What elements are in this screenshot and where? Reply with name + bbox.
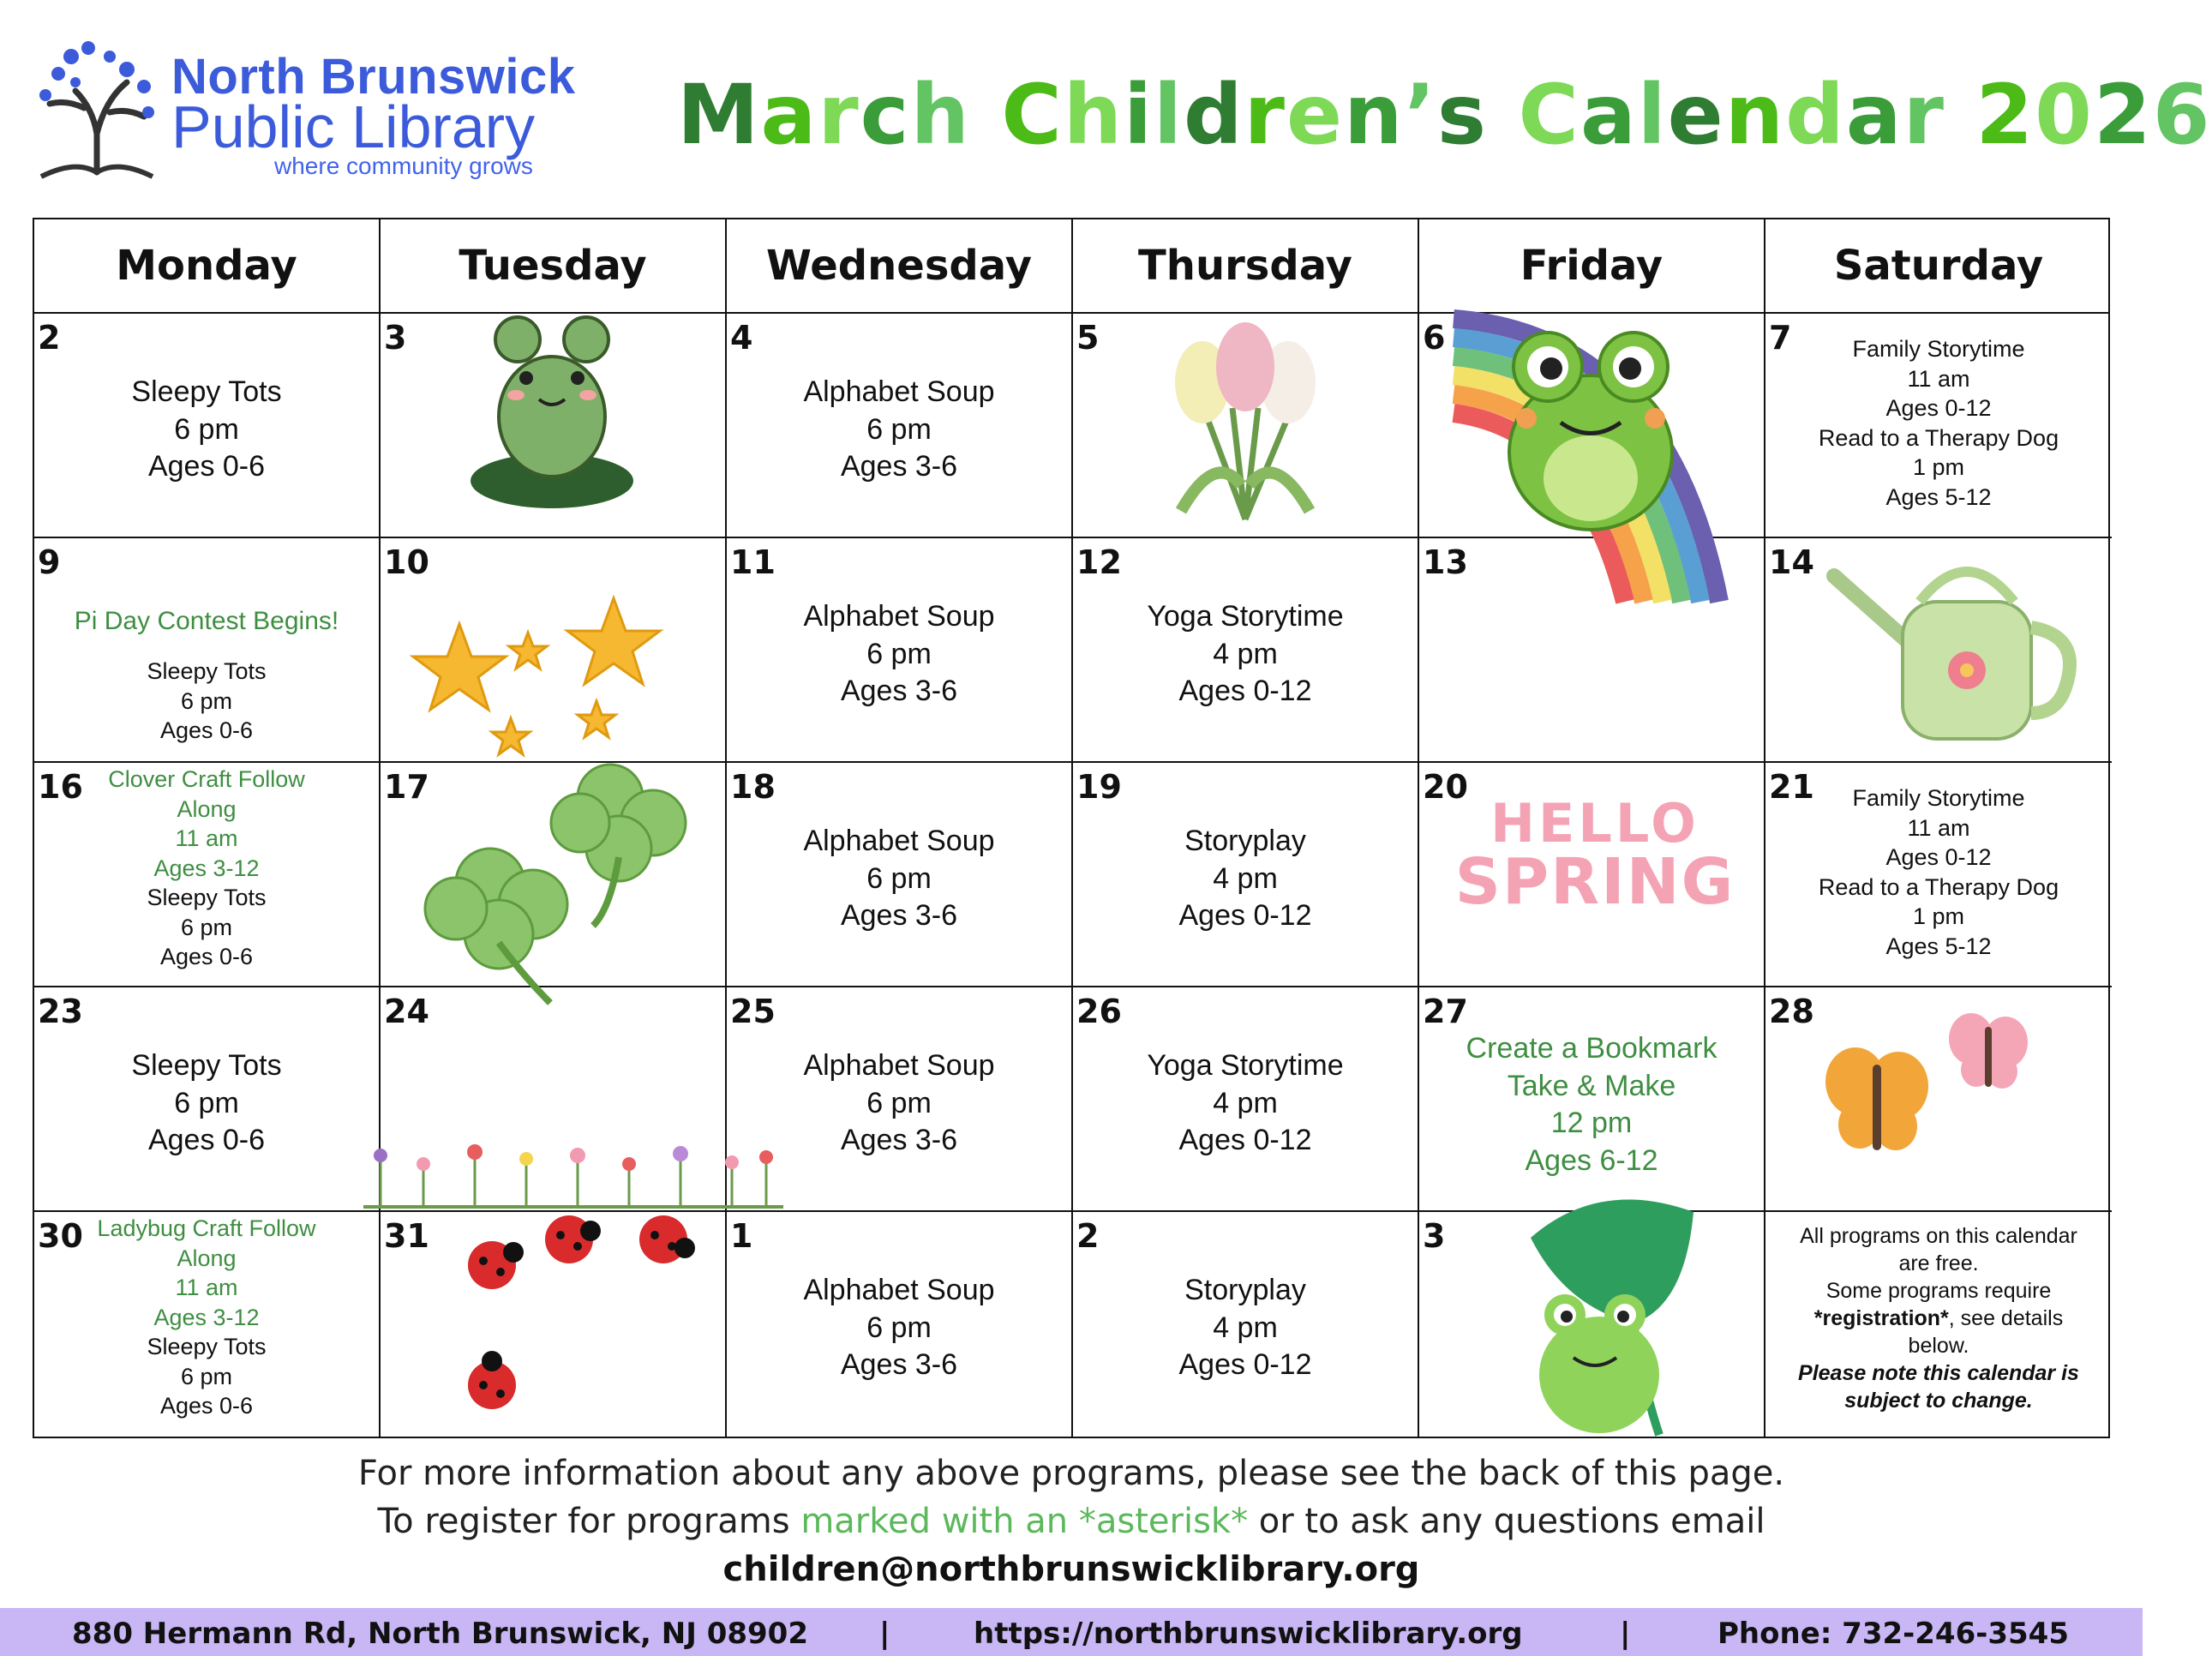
program-line: Ages 0-12 <box>1885 395 1992 422</box>
program-line: 6 pm <box>866 1086 932 1119</box>
day-number: 25 <box>730 993 776 1030</box>
program-line: Ages 0-12 <box>1178 1124 1312 1157</box>
footer-info-line: For more information about any above programs, please see the back of this page. <box>357 1454 1785 1493</box>
program-list <box>1765 334 2112 512</box>
program-line: Family Storytime <box>1852 785 2025 811</box>
day-number: 27 <box>1423 993 1468 1030</box>
program-line: 11 am <box>1907 365 1970 392</box>
program-highlight-line: Take & Make <box>1507 1069 1676 1102</box>
program-highlight-line: Ages 3-12 <box>153 855 260 881</box>
day-cell <box>381 538 727 763</box>
program-line: 6 pm <box>180 687 233 714</box>
butterflies-icon <box>1825 1005 2048 1188</box>
frog-icon <box>1479 315 1702 542</box>
note-line: are free. <box>1898 1251 1979 1275</box>
program-line: 6 pm <box>180 914 233 940</box>
day-cell <box>34 987 381 1212</box>
day-number: 17 <box>384 768 429 806</box>
phone-text: Phone: 732-246-3545 <box>1717 1617 2069 1651</box>
program-line: 6 pm <box>180 1363 233 1389</box>
address-text: 880 Hermann Rd, North Brunswick, NJ 08902 <box>72 1617 808 1651</box>
contact-bar <box>0 1608 2143 1656</box>
note-line: below. <box>1908 1334 1969 1358</box>
day-cell <box>727 314 1073 538</box>
day-number: 2 <box>1076 1217 1100 1255</box>
program-list <box>727 598 1071 711</box>
program-list <box>1073 598 1418 711</box>
day-cell <box>1419 1212 1765 1437</box>
program-line: Storyplay <box>1184 1274 1306 1306</box>
day-number: 2 <box>38 319 61 357</box>
day-cell <box>34 1212 381 1437</box>
program-list <box>1073 823 1418 935</box>
program-line: 4 pm <box>1213 1086 1278 1119</box>
program-list <box>34 1047 379 1160</box>
separator-2: | <box>1620 1617 1631 1651</box>
program-line: Alphabet Soup <box>803 825 995 857</box>
hello-spring-text-art: HELLO SPRING <box>1454 792 1735 919</box>
program-line: Ages 3-6 <box>840 899 958 933</box>
day-cell <box>1765 538 2112 763</box>
day-header-friday: Friday <box>1419 219 1765 312</box>
program-highlight-line: Ages 6-12 <box>1525 1143 1658 1177</box>
program-line: Ages 0-6 <box>159 717 254 744</box>
day-header-monday: Monday <box>34 219 381 312</box>
program-line: Yoga Storytime <box>1147 1049 1344 1082</box>
program-line: Ages 0-6 <box>159 944 254 970</box>
day-header-saturday: Saturday <box>1833 242 2044 290</box>
tulips-icon <box>1147 314 1344 531</box>
note-registration-line: *registration*, see details <box>1813 1306 2064 1330</box>
day-cell <box>1073 763 1419 987</box>
library-logo <box>24 31 590 185</box>
program-line: 4 pm <box>1213 861 1278 895</box>
program-highlight-line: Clover Craft Follow <box>108 766 305 792</box>
program-list <box>727 1272 1071 1384</box>
note-line: Some programs require <box>1825 1279 2052 1303</box>
program-line: Ages 3-6 <box>840 1348 958 1382</box>
day-number: 9 <box>38 543 61 581</box>
program-line: Alphabet Soup <box>803 1274 995 1306</box>
program-line: 11 am <box>1907 814 1970 841</box>
contact-email-link[interactable]: children@northbrunswicklibrary.org <box>722 1550 1420 1589</box>
program-highlight-line: Along <box>177 795 237 822</box>
weekday-header-row <box>34 219 2108 314</box>
stars-icon <box>399 573 708 773</box>
note-italic-line: Please note this calendar is <box>1798 1361 2079 1385</box>
program-line: Ages 3-6 <box>840 450 958 483</box>
logo-line-2: Public Library <box>171 93 536 160</box>
program-line: Ages 5-12 <box>1885 933 1992 959</box>
register-text-green: marked with an *asterisk* <box>800 1502 1249 1541</box>
day-cell <box>1419 763 1765 987</box>
program-highlight-line: Create a Bookmark <box>1466 1032 1717 1065</box>
program-line: 1 pm <box>1912 903 1965 930</box>
program-line: 6 pm <box>866 861 932 895</box>
day-number: 10 <box>384 543 429 581</box>
day-number: 20 <box>1423 768 1468 806</box>
day-cell <box>381 763 727 987</box>
program-list <box>1073 1047 1418 1160</box>
note-line: All programs on this calendar <box>1800 1224 2077 1248</box>
day-cell <box>1765 314 2112 538</box>
day-cell <box>1419 987 1765 1212</box>
website-link[interactable]: https://northbrunswicklibrary.org <box>974 1617 1523 1651</box>
day-cell <box>1765 1212 2112 1437</box>
footer-register-line <box>0 1502 2143 1541</box>
day-cell <box>381 314 727 538</box>
program-line: Sleepy Tots <box>147 885 267 911</box>
day-number: 11 <box>730 543 776 581</box>
day-cell <box>727 763 1073 987</box>
program-line: Ages 3-6 <box>840 675 958 708</box>
clovers-icon <box>422 754 696 1015</box>
day-cell <box>727 538 1073 763</box>
program-line: 4 pm <box>1213 637 1278 670</box>
day-number: 5 <box>1076 319 1100 357</box>
day-cell <box>1765 987 2112 1212</box>
tree-book-icon <box>24 31 170 185</box>
day-number: 1 <box>730 1217 753 1255</box>
program-line: Storyplay <box>1184 825 1306 857</box>
separator-1: | <box>879 1617 890 1651</box>
day-number: 30 <box>38 1217 83 1255</box>
program-line: Sleepy Tots <box>147 1334 267 1360</box>
program-list <box>34 1214 379 1421</box>
ladybugs-icon <box>441 1214 723 1423</box>
watering-can-icon <box>1825 550 2083 751</box>
day-number: 4 <box>730 319 753 357</box>
day-number: 6 <box>1423 319 1446 357</box>
program-line: Sleepy Tots <box>147 658 267 685</box>
program-line: Ages 5-12 <box>1885 483 1992 510</box>
calendar-grid <box>33 218 2110 1438</box>
day-number: 12 <box>1076 543 1122 581</box>
flowers-icon <box>363 1140 783 1212</box>
day-number: 28 <box>1769 993 1814 1030</box>
program-line: Family Storytime <box>1852 336 2025 362</box>
register-text-a: To register for programs <box>377 1502 801 1541</box>
program-list <box>34 765 379 972</box>
day-number: 23 <box>38 993 83 1030</box>
program-line: Yoga Storytime <box>1147 600 1344 633</box>
program-line: Ages 0-6 <box>147 450 266 483</box>
program-line: Ages 3-6 <box>840 1124 958 1157</box>
day-cell <box>727 1212 1073 1437</box>
page-title: March Children’s Calendar 2026 <box>677 67 2212 163</box>
program-list <box>1765 1222 2112 1414</box>
day-cell <box>1073 987 1419 1212</box>
program-list <box>1765 783 2112 961</box>
program-line: Ages 0-12 <box>1178 899 1312 933</box>
program-line: Read to a Therapy Dog <box>1818 424 2059 451</box>
register-text-b: or to ask any questions email <box>1248 1502 1765 1541</box>
program-highlight-line: 11 am <box>175 825 238 852</box>
program-line: 6 pm <box>866 1311 932 1344</box>
note-italic-line: subject to change. <box>1844 1389 2033 1413</box>
program-list <box>34 374 379 486</box>
program-line: Sleepy Tots <box>131 1049 282 1082</box>
program-highlight: Pi Day Contest Begins! <box>74 607 339 635</box>
day-cell <box>381 1212 727 1437</box>
day-cell <box>1073 1212 1419 1437</box>
day-header-wednesday: Wednesday <box>727 219 1073 312</box>
program-line: 6 pm <box>174 1086 239 1119</box>
day-cell <box>34 763 381 987</box>
frog-with-leaf-icon <box>1514 1186 1711 1447</box>
day-cell <box>1073 314 1419 538</box>
program-line: 6 pm <box>866 637 932 670</box>
program-highlight-line: 12 pm <box>1550 1107 1633 1140</box>
program-list <box>727 374 1071 486</box>
program-line: Ages 0-12 <box>1885 844 1992 871</box>
day-number: 3 <box>384 319 407 357</box>
day-cell <box>381 987 727 1212</box>
program-list <box>1073 1272 1418 1384</box>
program-line: Alphabet Soup <box>803 600 995 633</box>
day-number: 13 <box>1423 543 1468 581</box>
program-list <box>727 823 1071 935</box>
program-highlight-line: Along <box>177 1245 237 1271</box>
program-line: Alphabet Soup <box>803 375 995 408</box>
day-cell <box>1073 538 1419 763</box>
program-line: Ages 0-12 <box>1178 1348 1312 1382</box>
program-line: Read to a Therapy Dog <box>1818 873 2059 900</box>
program-highlight-line: 11 am <box>175 1275 238 1301</box>
day-number: 16 <box>38 768 83 806</box>
program-line: 6 pm <box>174 412 239 446</box>
program-line: 1 pm <box>1912 454 1965 481</box>
program-highlight-line: Ladybug Craft Follow <box>97 1215 316 1241</box>
program-line: Ages 0-6 <box>147 1124 266 1157</box>
day-number: 14 <box>1769 543 1814 581</box>
day-header-tuesday: Tuesday <box>381 219 727 312</box>
day-header-thursday: Thursday <box>1073 219 1419 312</box>
program-line: Ages 0-12 <box>1178 675 1312 708</box>
day-cell <box>34 314 381 538</box>
day-number: 21 <box>1769 768 1814 806</box>
day-number: 24 <box>384 993 429 1030</box>
day-number: 26 <box>1076 993 1122 1030</box>
program-line: Sleepy Tots <box>131 375 282 408</box>
program-line: 6 pm <box>866 412 932 446</box>
day-number: 31 <box>384 1217 429 1255</box>
day-cell <box>1765 763 2112 987</box>
frog-on-lilypad-icon <box>466 305 638 514</box>
program-line: Ages 0-6 <box>159 1393 254 1419</box>
day-number: 18 <box>730 768 776 806</box>
program-list <box>34 605 379 746</box>
day-number: 3 <box>1423 1217 1446 1255</box>
program-list <box>1419 1030 1764 1179</box>
day-number: 7 <box>1769 319 1792 357</box>
logo-line-1: North Brunswick <box>171 49 576 105</box>
day-number: 19 <box>1076 768 1122 806</box>
logo-tagline: where community grows <box>274 153 533 179</box>
program-list <box>727 1047 1071 1160</box>
day-cell <box>34 538 381 763</box>
program-line: 4 pm <box>1213 1311 1278 1344</box>
program-highlight-line: Ages 3-12 <box>153 1304 260 1330</box>
program-line: Alphabet Soup <box>803 1049 995 1082</box>
